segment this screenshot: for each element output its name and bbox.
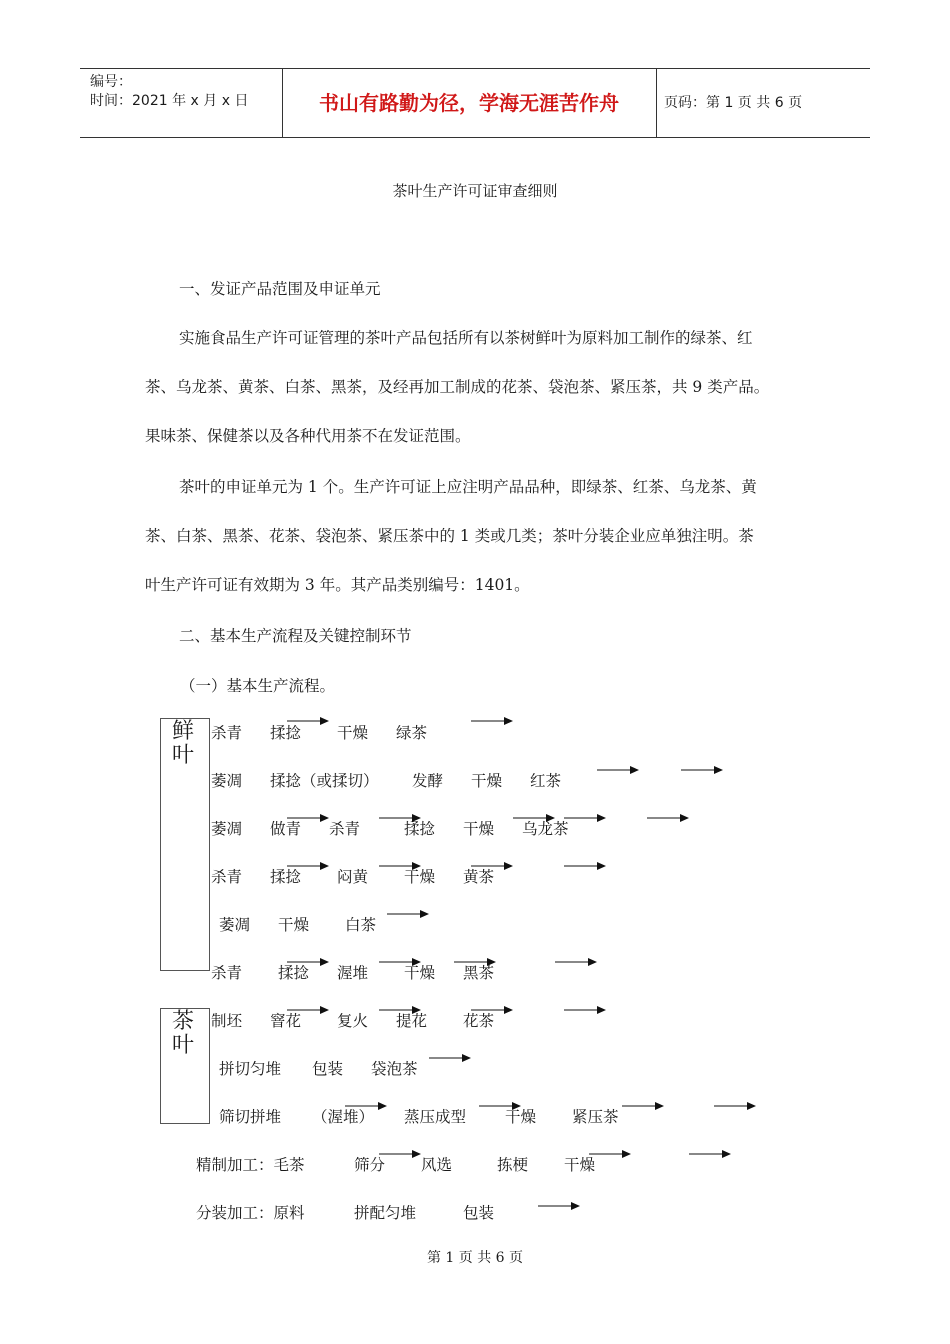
paragraph-line: 茶、乌龙茶、黄茶、白茶、黑茶，及经再加工制成的花茶、袋泡茶、紧压茶，共 9 类产品。 (145, 378, 770, 396)
page-footer: 第 1 页 共 6 页 (426, 1250, 524, 1266)
flow-step: 做青 (270, 820, 302, 838)
flow-step: 花茶 (463, 1012, 495, 1030)
flow-step: 揉捻（或揉切） (270, 772, 379, 790)
flow-step: 干燥 (505, 1108, 537, 1126)
flow-step: 渥堆 (337, 964, 369, 982)
document-title: 茶叶生产许可证审查细则 (392, 182, 558, 200)
flow-step: 干燥 (564, 1156, 596, 1174)
flow-step: 风选 (421, 1156, 453, 1174)
flow-step: 筛切拼堆 (219, 1108, 282, 1126)
header-motto: 书山有路勤为径，学海无涯苦作舟 (319, 91, 619, 115)
flow-step: 闷黄 (337, 868, 369, 886)
flow-step: 复火 (337, 1012, 369, 1030)
paragraph-line: 果味茶、保健茶以及各种代用茶不在发证范围。 (145, 427, 471, 445)
flow-step: 黄茶 (463, 868, 495, 886)
flow-step: （渥堆） (312, 1108, 375, 1126)
flow-step: 拣梗 (497, 1156, 529, 1174)
flow-step: 制坯 (211, 1012, 243, 1030)
paragraph-line: 叶生产许可证有效期为 3 年。其产品类别编号：1401。 (145, 576, 530, 594)
flow-step: 筛分 (354, 1156, 386, 1174)
tea-char: 茶 (172, 1009, 195, 1034)
flow-step: 蒸压成型 (404, 1108, 467, 1126)
flow-step: 包装 (463, 1204, 495, 1222)
flow-step: 发酵 (412, 772, 444, 790)
flow-step: 绿茶 (396, 724, 428, 742)
section2-heading: 二、基本生产流程及关键控制环节 (179, 627, 412, 645)
flow-step: 干燥 (471, 772, 503, 790)
flow-step: 红茶 (530, 772, 562, 790)
flow-step: 杀青 (211, 868, 243, 886)
tea-char: 叶 (172, 1033, 195, 1058)
paragraph-line: 实施食品生产许可证管理的茶叶产品包括所有以茶树鲜叶为原料加工制作的绿茶、红 (179, 329, 753, 347)
flow-step: 窨花 (270, 1012, 302, 1030)
flow-step: 拼配匀堆 (354, 1204, 417, 1222)
flow-step: 干燥 (337, 724, 369, 742)
flow-step: 杀青 (329, 820, 361, 838)
flow-step: 揉捻 (278, 964, 310, 982)
flow-step: 杀青 (211, 724, 243, 742)
fresh-leaf-char: 叶 (172, 743, 195, 768)
section1-heading: 一、发证产品范围及申证单元 (179, 280, 381, 298)
paragraph-line: 茶叶的申证单元为 1 个。生产许可证上应注明产品品种，即绿茶、红茶、乌龙茶、黄 (179, 478, 757, 496)
flow-step: 袋泡茶 (371, 1060, 418, 1078)
flow-step: 黑茶 (463, 964, 495, 982)
flow-step: 干燥 (278, 916, 310, 934)
flow-step: 揉捻 (270, 868, 302, 886)
flow-step: 提花 (396, 1012, 428, 1030)
paragraph-line: 茶、白茶、黑茶、花茶、袋泡茶、紧压茶中的 1 类或几类；茶叶分装企业应单独注明。茶 (145, 527, 754, 545)
flow-step: 拼切匀堆 (219, 1060, 282, 1078)
header-page-info: 页码：第 1 页 共 6 页 (664, 95, 803, 111)
flow-step: 揉捻 (270, 724, 302, 742)
flow-step: 紧压茶 (572, 1108, 619, 1126)
flow-step: 萎凋 (211, 820, 243, 838)
number-label: 编号： (90, 74, 132, 90)
section2-subheading: （一）基本生产流程。 (180, 677, 336, 695)
flow-step: 干燥 (463, 820, 495, 838)
flow-step: 干燥 (404, 868, 436, 886)
time-label: 时间：2021 年 x 月 x 日 (90, 93, 249, 109)
fresh-leaf-char: 鲜 (172, 719, 195, 744)
flow-step: 分装加工：原料 (196, 1204, 305, 1222)
flow-step: 杀青 (211, 964, 243, 982)
flow-step: 干燥 (404, 964, 436, 982)
flow-step: 揉捻 (404, 820, 436, 838)
flow-step: 白茶 (345, 916, 377, 934)
flow-step: 包装 (312, 1060, 344, 1078)
flow-step: 萎凋 (219, 916, 251, 934)
flow-step: 精制加工：毛茶 (196, 1156, 305, 1174)
flow-step: 萎凋 (211, 772, 243, 790)
flow-step: 乌龙茶 (522, 820, 569, 838)
